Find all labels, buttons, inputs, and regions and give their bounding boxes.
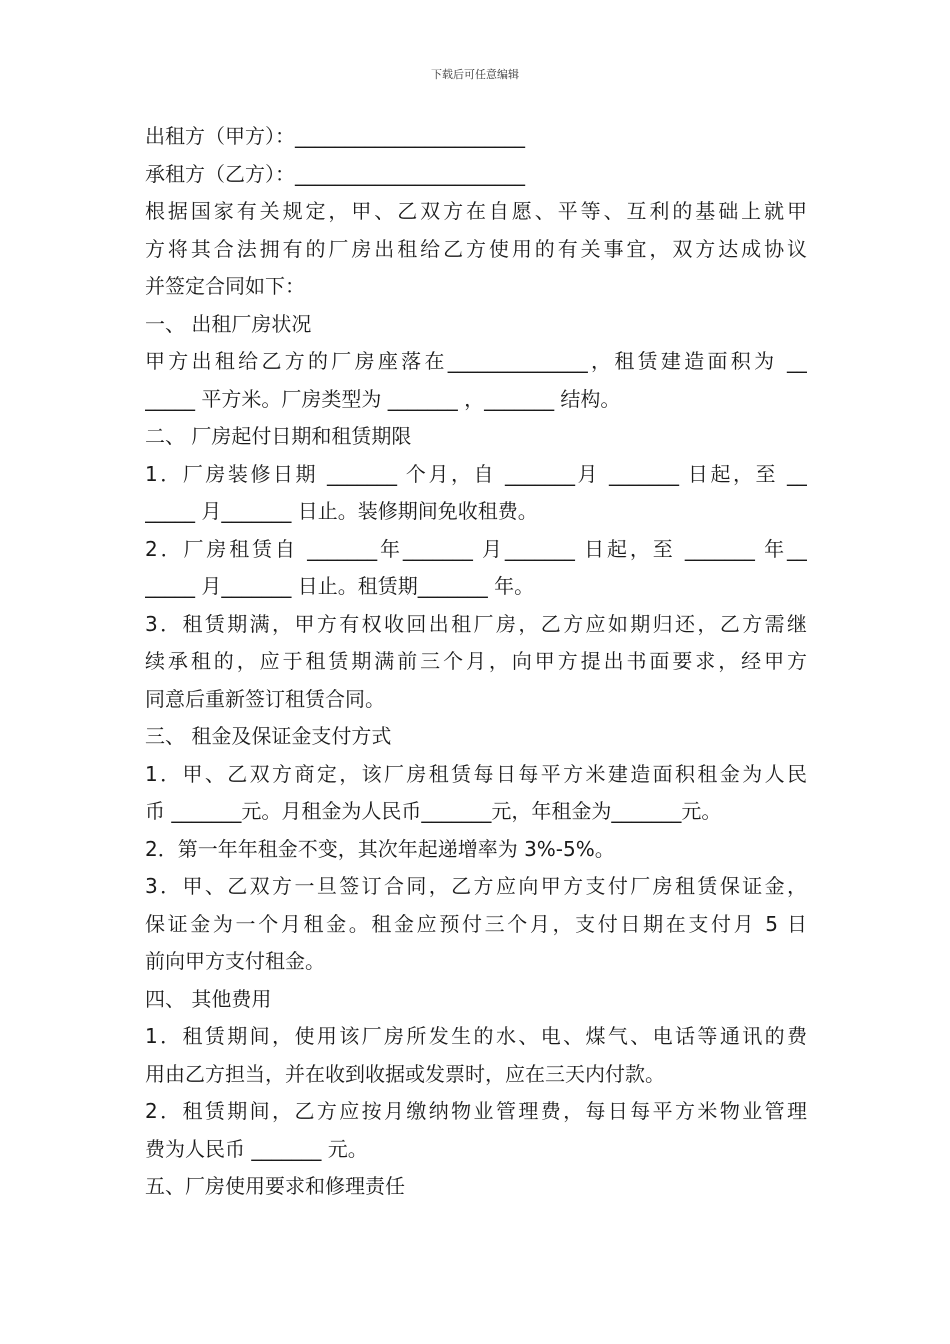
paragraph-line: 前向甲方支付租金。	[145, 949, 325, 973]
section-heading: 一、 出租厂房状况	[145, 311, 312, 336]
paragraph-line: 用由乙方担当，并在收到收据或发票时，应在三天内付款。	[145, 1061, 665, 1086]
paragraph-line: 3．甲、乙双方一旦签订合同，乙方应向甲方支付厂房租赁保证金，	[145, 874, 807, 898]
section-heading: 四、 其他费用	[145, 986, 272, 1011]
paragraph-line: 2．第一年年租金不变，其次年起递增率为 3%-5%。	[145, 836, 615, 861]
paragraph-line: _____ 平方米。厂房类型为 _______ ，_______ 结构。	[145, 386, 621, 411]
paragraph-line: 续承租的，应于租赁期满前三个月，向甲方提出书面要求，经甲方	[145, 649, 807, 673]
paragraph-line: 1．租赁期间，使用该厂房所发生的水、电、煤气、电话等通讯的费	[145, 1024, 807, 1048]
paragraph-line: 方将其合法拥有的厂房出租给乙方使用的有关事宜，双方达成协议	[145, 236, 807, 261]
paragraph-line: 并签定合同如下：	[145, 274, 305, 298]
section-heading: 五、厂房使用要求和修理责任	[145, 1174, 405, 1198]
lessor-line: 出租方（甲方）：_______________________	[145, 124, 525, 148]
paragraph-line: _____ 月_______ 日止。租赁期_______ 年。	[145, 574, 535, 598]
section-heading: 二、 厂房起付日期和租赁期限	[145, 424, 412, 448]
paragraph-line: 3．租赁期满，甲方有权收回出租厂房，乙方应如期归还，乙方需继	[145, 611, 807, 636]
paragraph-line: 2．租赁期间，乙方应按月缴纳物业管理费，每日每平方米物业管理	[145, 1099, 807, 1123]
section-heading: 三、 租金及保证金支付方式	[145, 724, 392, 748]
paragraph-line: 1．厂房装修日期 _______ 个月，自 _______月 _______ 日起，至 __	[145, 461, 807, 486]
paragraph-line: 费为人民币 _______ 元。	[145, 1136, 368, 1161]
page-header-note: 下载后可任意编辑	[431, 68, 519, 81]
paragraph-line: _____ 月_______ 日止。装修期间免收租费。	[145, 499, 538, 523]
paragraph-line: 币 _______元。月租金为人民币_______元，年租金为_______元。	[145, 799, 722, 823]
paragraph-line: 根据国家有关规定，甲、乙双方在自愿、平等、互利的基础上就甲	[145, 199, 807, 223]
lessee-line: 承租方（乙方）：_______________________	[145, 161, 525, 186]
paragraph-line: 甲方出租给乙方的厂房座落在______________，租赁建造面积为 __	[145, 349, 807, 373]
paragraph-line: 同意后重新签订租赁合同。	[145, 686, 385, 711]
paragraph-line: 保证金为一个月租金。租金应预付三个月，支付日期在支付月 5 日	[145, 911, 807, 936]
paragraph-line: 2．厂房租赁自 _______年_______ 月_______ 日起，至 _______ 年__	[145, 536, 807, 561]
paragraph-line: 1．甲、乙双方商定，该厂房租赁每日每平方米建造面积租金为人民	[145, 761, 807, 786]
document-body	[145, 118, 807, 1206]
